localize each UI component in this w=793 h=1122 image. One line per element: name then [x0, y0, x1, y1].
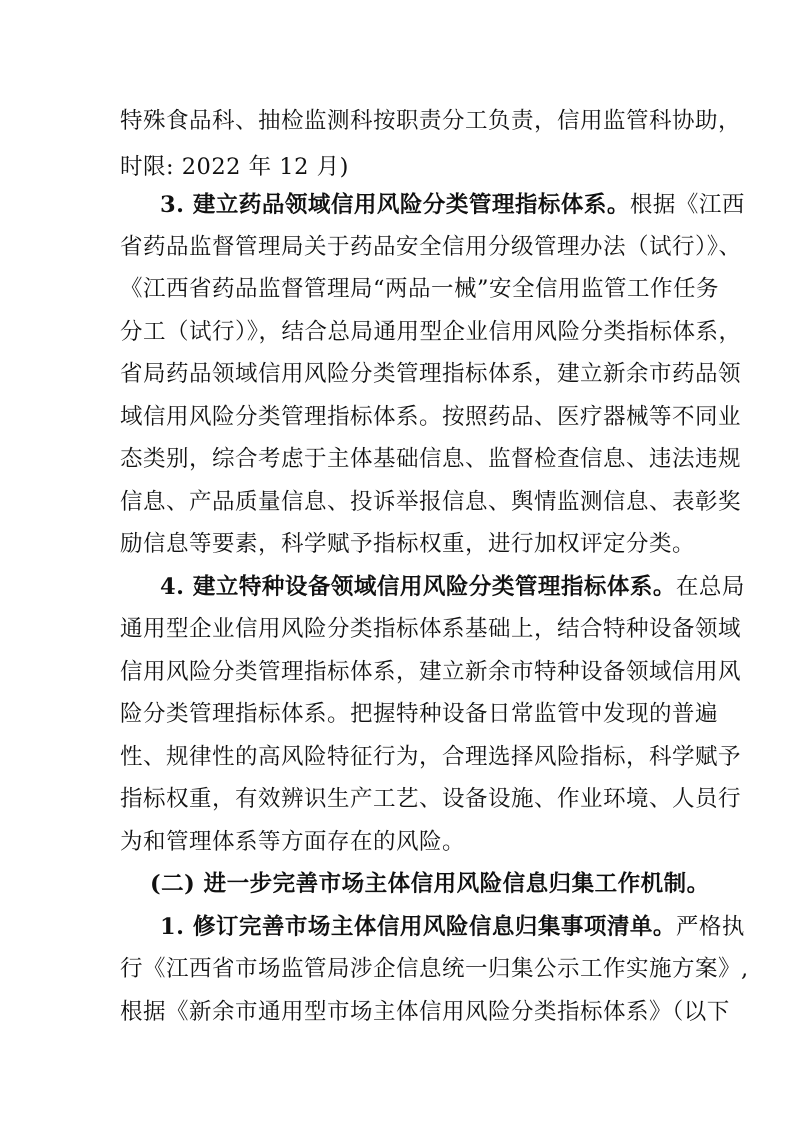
text-line: 时限: 2022 年 12 月)	[120, 154, 349, 180]
text-line: 指标权重，有效辨识生产工艺、设备设施、作业环境、人员行	[120, 786, 742, 812]
section-heading-4: 4. 建立特种设备领域信用风险分类管理指标体系。在总局	[160, 574, 745, 600]
text-line: 特殊食品科、抽检监测科按职责分工负责，信用监管科协助，	[120, 108, 742, 134]
text-line: 励信息等要素，科学赋予指标权重，进行加权评定分类。	[120, 531, 696, 557]
text-line: 性、规律性的高风险特征行为，合理选择风险指标，科学赋予	[120, 744, 742, 770]
text-line: 为和管理体系等方面存在的风险。	[120, 829, 466, 855]
text-line: 根据《新余市通用型市场主体信用风险分类指标体系》（以下	[120, 999, 730, 1025]
section-heading-1: 1. 修订完善市场主体信用风险信息归集事项清单。严格执	[160, 914, 745, 940]
text-line: 信用风险分类管理指标体系，建立新余市特种设备领域信用风	[120, 659, 742, 685]
subsection-heading-2: (二) 进一步完善市场主体信用风险信息归集工作机制。	[150, 871, 710, 897]
text-line: 域信用风险分类管理指标体系。按照药品、医疗器械等不同业	[120, 404, 742, 430]
text-line: 《江西省药品监督管理局“两品一械”安全信用监管工作任务	[120, 276, 720, 302]
text-line: 省局药品领域信用风险分类管理指标体系，建立新余市药品领	[120, 361, 742, 387]
text-line: 险分类管理指标体系。把握特种设备日常监管中发现的普遍	[120, 701, 719, 727]
text-line: 信息、产品质量信息、投诉举报信息、舆情监测信息、表彰奖	[120, 489, 742, 515]
text-line: 态类别，综合考虑于主体基础信息、监督检查信息、违法违规	[120, 446, 742, 472]
text-line: 分工（试行）》，结合总局通用型企业信用风险分类指标体系，	[120, 319, 742, 345]
section-heading-3: 3. 建立药品领域信用风险分类管理指标体系。根据《江西	[160, 192, 745, 218]
text-line: 行《江西省市场监管局涉企信息统一归集公示工作实施方案》,	[120, 956, 749, 982]
text-line: 通用型企业信用风险分类指标体系基础上，结合特种设备领域	[120, 616, 742, 642]
text-line: 省药品监督管理局关于药品安全信用分级管理办法（试行）》、	[120, 234, 742, 260]
